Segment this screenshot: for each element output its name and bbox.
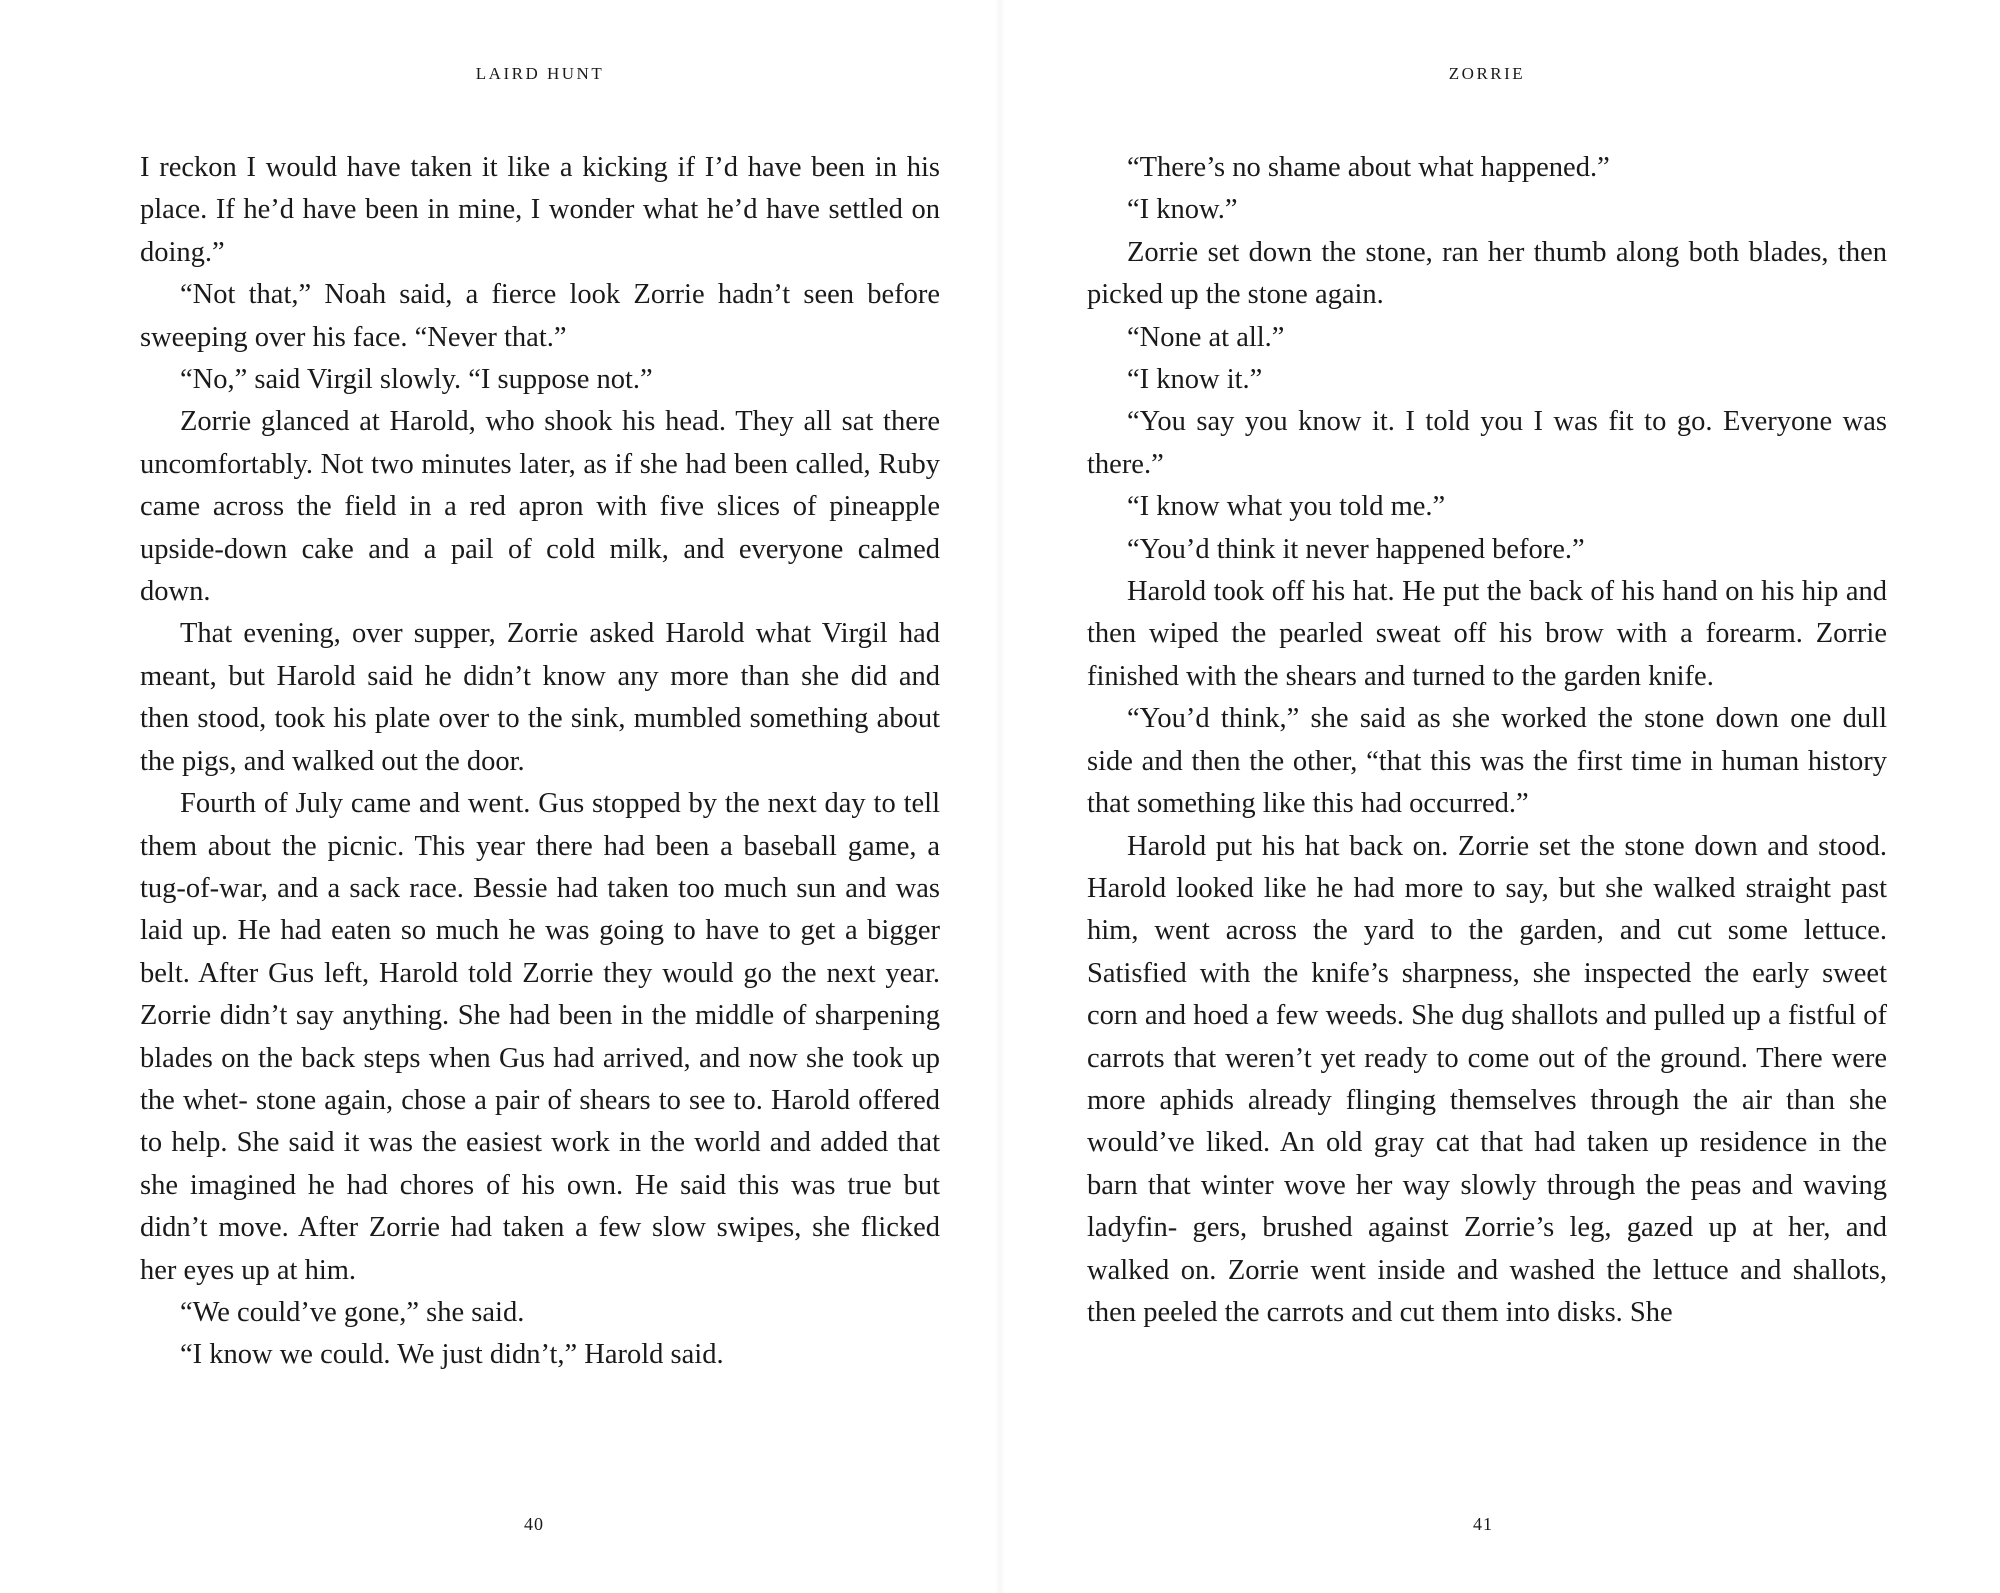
right-page-body xyxy=(1087,147,1887,1334)
paragraph: “We could’ve gone,” she said. xyxy=(180,1296,525,1328)
paragraph: “None at all.” xyxy=(1127,321,1285,353)
gutter xyxy=(995,0,1005,1593)
page-number: 41 xyxy=(1473,1514,1493,1534)
running-head-author: LAIRD HUNT xyxy=(475,64,605,83)
paragraph: “You say you know it. I told you I was fit to go. Everyone was there.” xyxy=(1087,406,1887,480)
paragraph: That evening, over supper, Zorrie asked Harold what Virgil had meant, but Harold said he didn’t know any more than she did and then stood, took his plate over to the sink, mumbled something about the pigs, and walked out the door. xyxy=(140,618,940,777)
running-head-title: ZORRIE xyxy=(1448,64,1526,83)
paragraph: “You’d think,” she said as she worked the stone down one dull side and then the other, “that this was the first time in human history that something like this had occurred.” xyxy=(1087,703,1887,820)
paragraph: Harold took off his hat. He put the back of his hand on his hip and then wiped the pearled sweat off his brow with a forearm. Zorrie finished with the shears and turned to the garden knife. xyxy=(1087,576,1887,692)
paragraph: “I know we could. We just didn’t,” Harold said. xyxy=(180,1339,724,1371)
right-page xyxy=(1087,0,1887,1593)
left-page-body xyxy=(140,147,940,1377)
paragraph: “No,” said Virgil slowly. “I suppose not.” xyxy=(180,364,653,396)
paragraph: “Not that,” Noah said, a fierce look Zorrie hadn’t seen before sweeping over his face. “Never that.” xyxy=(140,279,940,353)
paragraph: “You’d think it never happened before.” xyxy=(1127,533,1585,565)
page-number: 40 xyxy=(524,1514,544,1534)
paragraph: Harold put his hat back on. Zorrie set the stone down and stood. Harold looked like he had more to say, but she walked straight past him, went across the yard to the garden, and cut some lettuce. Satisfied with the knife’s sharpness, she inspected the early sweet corn and hoed a few weeds. She dug shallots and pulled up a fistful of carrots that weren’t yet ready to come out of the ground. There were more aphids already flinging themselves through the air than she would’ve liked. An old gray cat that had taken up residence in the barn that winter wove her way slowly through the peas and waving ladyfin- gers, brushed against Zorrie’s leg, gazed up at her, and walked on. Zorrie went inside and washed the lettuce and shallots, then peeled the carrots and cut them into disks. She xyxy=(1087,830,1887,1328)
paragraph: “There’s no shame about what happened.” xyxy=(1127,152,1610,183)
paragraph: “I know it.” xyxy=(1127,364,1263,396)
left-page xyxy=(140,0,940,1593)
paragraph: “I know.” xyxy=(1127,194,1238,226)
paragraph: Fourth of July came and went. Gus stopped by the next day to tell them about the picnic. This year there had been a baseball game, a tug-of-war, and a sack race. Bessie had taken too much sun and was laid up. He had eaten so much he was going to have to get a bigger belt. After Gus left, Harold told Zorrie they would go the next year. Zorrie didn’t say anything. She had been in the middle of sharpening blades on the back steps when Gus had arrived, and now she took up the whet- stone again, chose a pair of shears to see to. Harold offered to help. She said it was the easiest work in the world and added that she imagined he had chores of his own. He said this was true but didn’t move. After Zorrie had taken a few slow swipes, she flicked her eyes up at him. xyxy=(140,788,940,1286)
paragraph: I reckon I would have taken it like a kicking if I’d have been in his place. If he’d have been in mine, I wonder what he’d have settled on doing.” xyxy=(140,152,940,268)
paragraph: “I know what you told me.” xyxy=(1127,491,1446,523)
paragraph: Zorrie glanced at Harold, who shook his head. They all sat there uncomfortably. Not two minutes later, as if she had been called, Ruby came across the field in a red apron with five slices of pineapple upside-down cake and a pail of cold milk, and everyone calmed down. xyxy=(140,406,940,608)
paragraph: Zorrie set down the stone, ran her thumb along both blades, then picked up the stone again. xyxy=(1087,236,1887,311)
